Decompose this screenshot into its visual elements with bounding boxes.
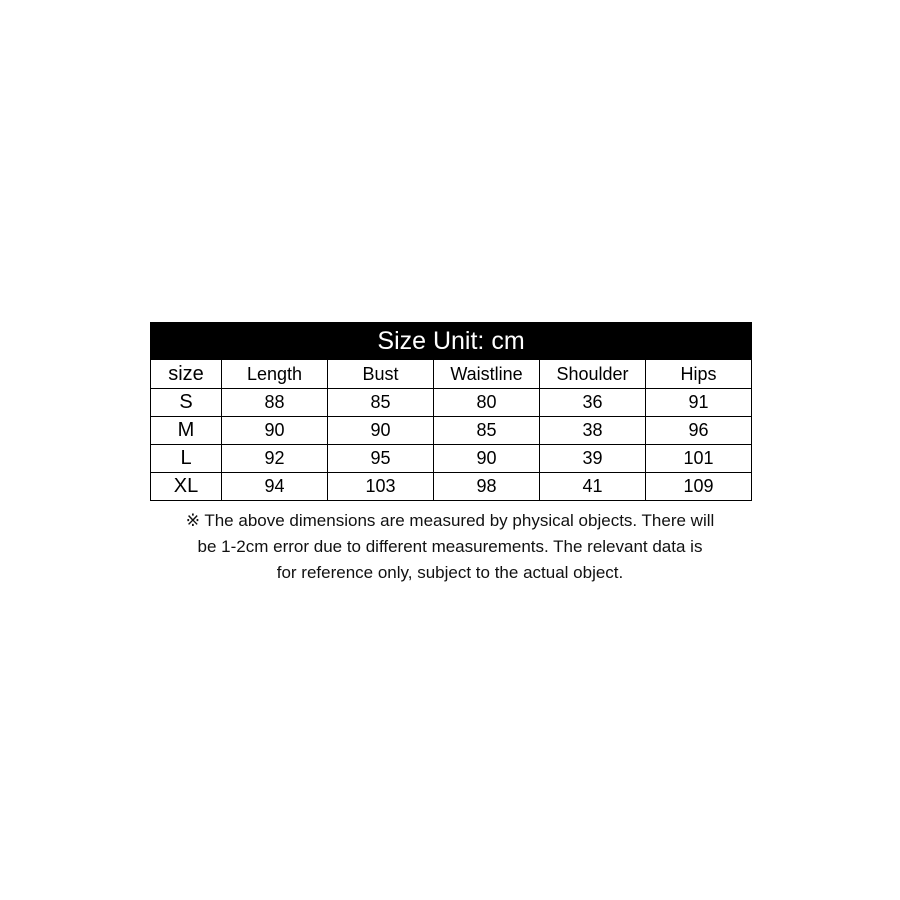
cell-length: 88 [222,389,328,417]
header-length: Length [222,360,328,389]
cell-waistline: 90 [434,445,540,473]
table-header-row [151,360,752,389]
header-hips: Hips [646,360,752,389]
table-row [151,473,752,501]
cell-length: 92 [222,445,328,473]
cell-length: 90 [222,417,328,445]
cell-waistline: 98 [434,473,540,501]
cell-shoulder: 36 [540,389,646,417]
header-size: size [151,360,222,389]
cell-hips: 109 [646,473,752,501]
note-line: be 1-2cm error due to different measurements. The relevant data is [197,537,703,556]
cell-hips: 91 [646,389,752,417]
cell-shoulder: 41 [540,473,646,501]
table-title: Size Unit: cm [151,323,752,360]
cell-hips: 101 [646,445,752,473]
cell-length: 94 [222,473,328,501]
cell-size: L [151,445,222,473]
header-waistline: Waistline [434,360,540,389]
table-row [151,389,752,417]
note-line: ※ The above dimensions are measured by physical objects. There will [185,511,715,530]
cell-shoulder: 38 [540,417,646,445]
cell-waistline: 85 [434,417,540,445]
cell-shoulder: 39 [540,445,646,473]
size-table [150,322,752,501]
cell-bust: 95 [328,445,434,473]
table-row [151,445,752,473]
cell-size: S [151,389,222,417]
cell-bust: 90 [328,417,434,445]
table-row [151,417,752,445]
cell-bust: 103 [328,473,434,501]
header-shoulder: Shoulder [540,360,646,389]
cell-size: XL [151,473,222,501]
header-bust: Bust [328,360,434,389]
measurement-note [120,508,780,586]
cell-size: M [151,417,222,445]
size-chart [150,322,751,501]
note-line: for reference only, subject to the actual object. [276,563,624,582]
cell-waistline: 80 [434,389,540,417]
cell-bust: 85 [328,389,434,417]
table-title-row [151,323,752,360]
cell-hips: 96 [646,417,752,445]
